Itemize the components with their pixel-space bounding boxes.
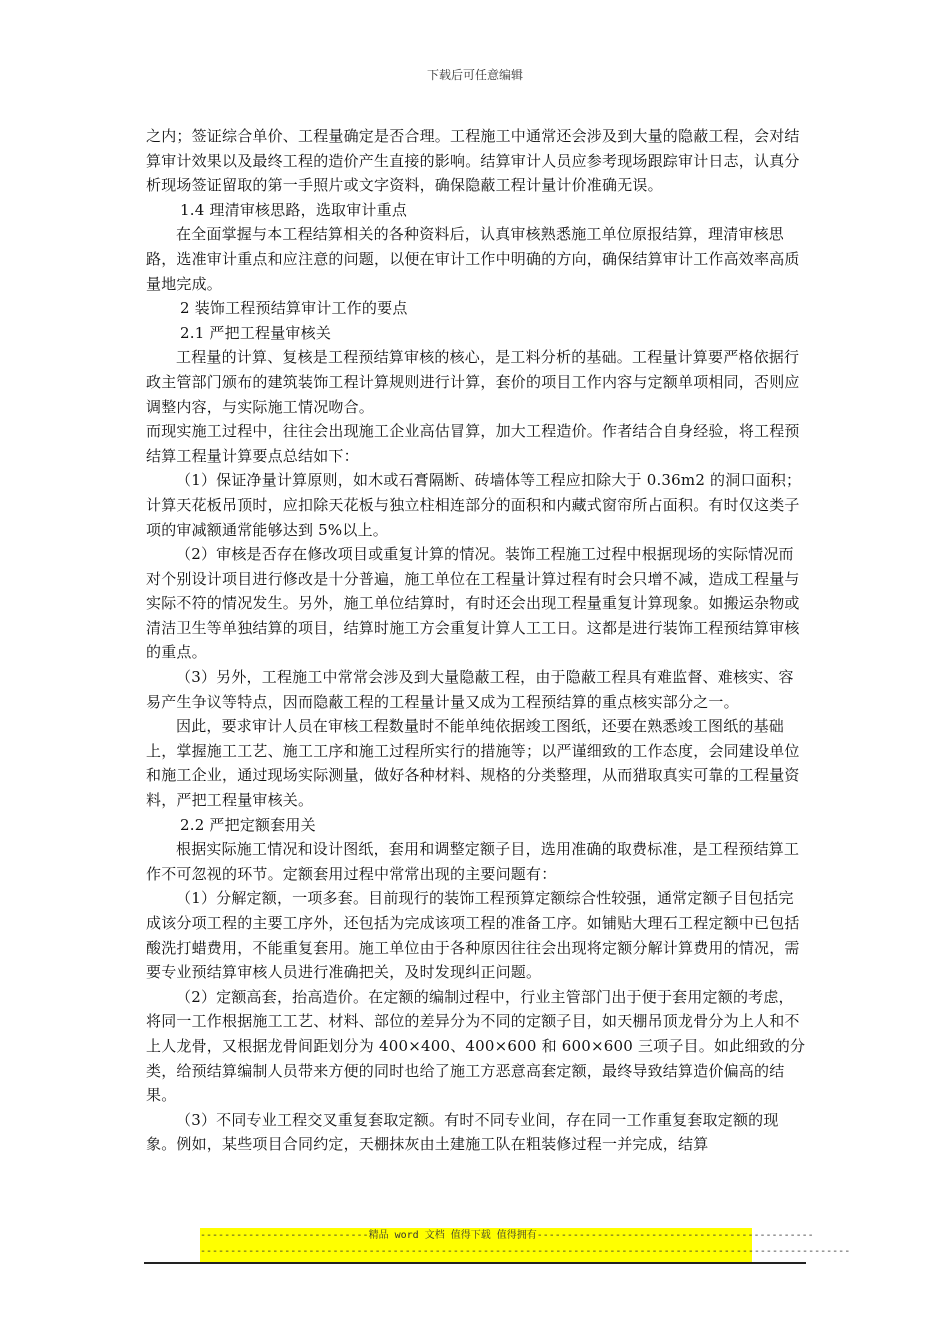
- section-heading: 2 装饰工程预结算审计工作的要点: [180, 299, 408, 318]
- paragraph: （2）审核是否存在修改项目或重复计算的情况。装饰工程施工过程中根据现场的实际情况而对个别设计项目进行修改是十分普遍，施工单位在工程量计算过程有时会只增不减，造成工程量与实际不符的情况发生。另外，施工单位结算时，有时还会出现工程量重复计算现象。如搬运杂物或清洁卫生等单独结算的项目，结算时施工方会重复计算人工工日。这都是进行装饰工程预结算审核的重点。: [146, 545, 800, 662]
- paragraph: 而现实施工过程中，往往会出现施工企业高估冒算，加大工程造价。作者结合自身经验，将工程预结算工程量计算要点总结如下：: [146, 422, 800, 465]
- banner-line: ------------------------------------------------------------------------------------------------------------: [200, 1246, 851, 1257]
- paragraph: （3）另外，工程施工中常常会涉及到大量隐蔽工程，由于隐蔽工程具有难监督、难核实、容易产生争议等特点，因而隐蔽工程的工程量计量又成为工程预结算的重点核实部分之一。: [146, 668, 794, 711]
- paragraph: （1）保证净量计算原则，如木或石膏隔断、砖墙体等工程应扣除大于 0.36m2 的洞口面积；计算天花板吊顶时，应扣除天花板与独立柱相连部分的面积和内藏式窗帘所占面积。有时仅这类子项的审减额通常能够达到 5%以上。: [146, 471, 802, 539]
- footer-rule: [144, 1262, 806, 1264]
- promo-banner: [200, 1228, 851, 1262]
- paragraph: （1）分解定额，一项多套。目前现行的装饰工程预算定额综合性较强，通常定额子目包括完成该分项工程的主要工序外，还包括为完成该项工程的准备工序。如铺贴大理石工程定额中已包括酸洗打蜡费用，不能重复套用。施工单位由于各种原因往往会出现将定额分解计算费用的情况，需要专业预结算审核人员进行准确把关，及时发现纠正问题。: [146, 889, 800, 982]
- section-heading: 2.2 严把定额套用关: [180, 815, 316, 834]
- section-heading: 2.1 严把工程量审核关: [180, 323, 332, 342]
- section-heading: 1.4 理清审核思路，选取审计重点: [180, 200, 408, 219]
- paragraph: 因此，要求审计人员在审核工程数量时不能单纯依据竣工图纸，还要在熟悉竣工图纸的基础上，掌握施工工艺、施工工序和施工过程所实行的措施等；以严谨细致的工作态度，会同建设单位和施工企业，通过现场实际测量，做好各种材料、规格的分类整理，从而猎取真实可靠的工程量资料，严把工程量审核关。: [146, 717, 800, 810]
- paragraph: （2）定额高套，抬高造价。在定额的编制过程中，行业主管部门出于便于套用定额的考虑，将同一工作根据施工工艺、材料、部位的差异分为不同的定额子目，如天棚吊顶龙骨分为上人和不上人龙骨，又根据龙骨间距划分为 400×400、400×600 和 600×600 三项子目。如此细致的分类，给预结算编制人员带来方便的同时也给了施工方恶意高套定额，最终导致结算造价偏高的结果。: [146, 987, 806, 1105]
- paragraph: 根据实际施工情况和设计图纸，套用和调整定额子目，选用准确的取费标准，是工程预结算工作不可忽视的环节。定额套用过程中常常出现的主要问题有：: [146, 840, 800, 883]
- paragraph: 在全面掌握与本工程结算相关的各种资料后，认真审核熟悉施工单位原报结算，理清审核思路，选准审计重点和应注意的问题，以便在审计工作中明确的方向，确保结算审计工作高效率高质量地完成。: [146, 225, 800, 293]
- paragraph: 之内；签证综合单价、工程量确定是否合理。工程施工中通常还会涉及到大量的隐蔽工程，会对结算审计效果以及最终工程的造价产生直接的影响。结算审计人员应参考现场跟踪审计日志，认真分析现场签证留取的第一手照片或文字资料，确保隐蔽工程计量计价准确无误。: [146, 127, 800, 195]
- document-body: [146, 124, 806, 1157]
- banner-line: ----------------------------精品 word 文档 值得下载 值得拥有----------------------------------------------: [200, 1230, 814, 1241]
- paragraph: 工程量的计算、复核是工程预结算审核的核心，是工料分析的基础。工程量计算要严格依据行政主管部门颁布的建筑装饰工程计算规则进行计算，套价的项目工作内容与定额单项相同，否则应调整内容，与实际施工情况吻合。: [146, 348, 800, 416]
- page-header: 下载后可任意编辑: [426, 68, 523, 82]
- paragraph: （3）不同专业工程交叉重复套取定额。有时不同专业间，存在同一工作重复套取定额的现象。例如，某些项目合同约定，天棚抹灰由土建施工队在粗装修过程一并完成，结算: [146, 1110, 779, 1154]
